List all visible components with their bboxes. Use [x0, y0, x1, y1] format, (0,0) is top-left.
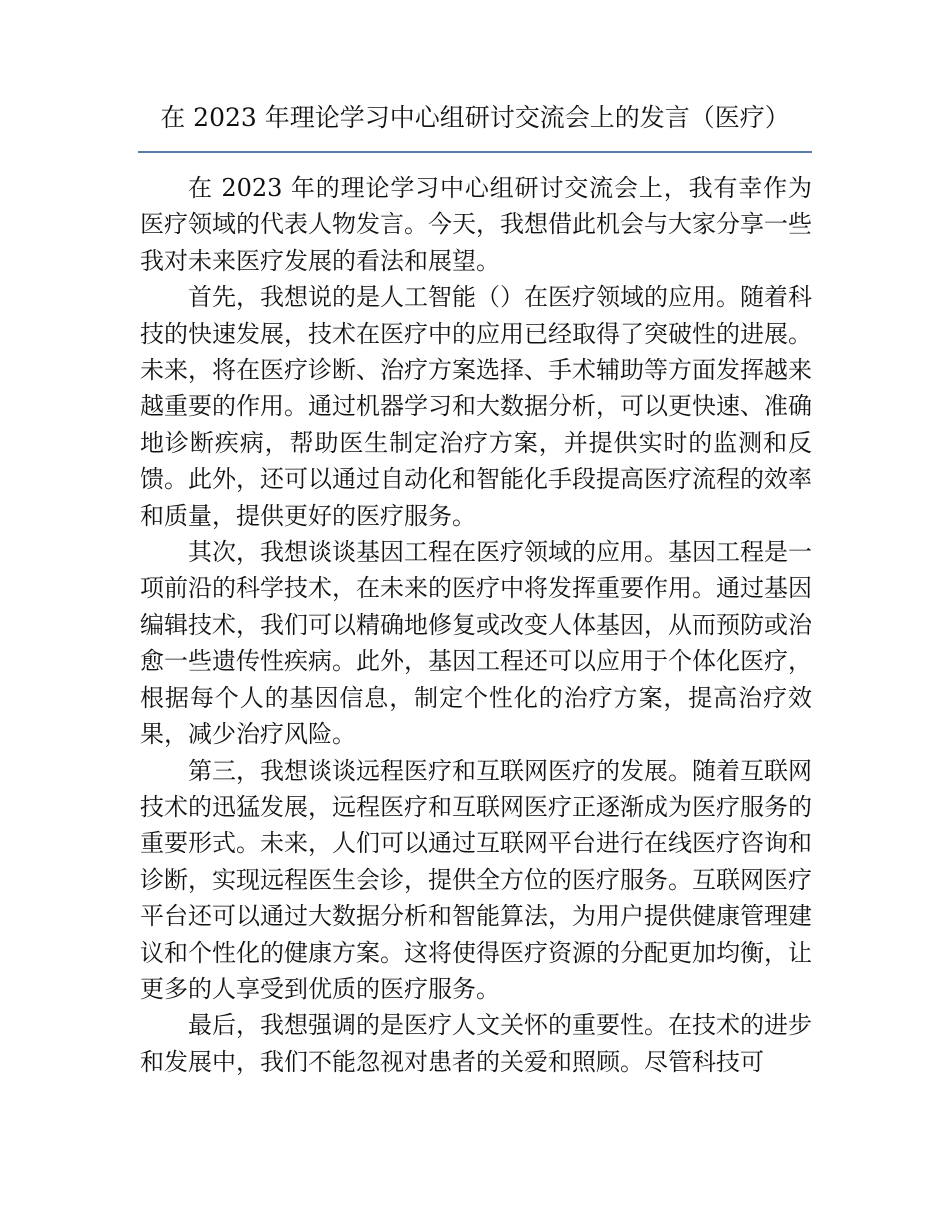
paragraph-intro: 在 2023 年的理论学习中心组研讨交流会上，我有幸作为医疗领域的代表人物发言。今天，我想借此机会与大家分享一些我对未来医疗发展的看法和展望。 — [140, 174, 812, 275]
paragraph-humanistic-care: 最后，我想强调的是医疗人文关怀的重要性。在技术的进步和发展中，我们不能忽视对患者的关爱和照顾。尽管科技可 — [140, 1011, 812, 1076]
document-body — [140, 170, 812, 1080]
title-underline — [138, 151, 812, 153]
document-title: 在 2023 年理论学习中心组研讨交流会上的发言（医疗） — [160, 103, 790, 132]
paragraph-ai: 首先，我想说的是人工智能（）在医疗领域的应用。随着科技的快速发展，技术在医疗中的应用已经取得了突破性的进展。未来，将在医疗诊断、治疗方案选择、手术辅助等方面发挥越来越重要的作用。通过机器学习和大数据分析，可以更快速、准确地诊断疾病，帮助医生制定治疗方案，并提供实时的监测和反馈。此外，还可以通过自动化和智能化手段提高医疗流程的效率和质量，提供更好的医疗服务。 — [140, 283, 812, 530]
paragraph-telemedicine: 第三，我想谈谈远程医疗和互联网医疗的发展。随着互联网技术的迅猛发展，远程医疗和互联网医疗正逐渐成为医疗服务的重要形式。未来，人们可以通过互联网平台进行在线医疗咨询和诊断，实现远程医生会诊，提供全方位的医疗服务。互联网医疗平台还可以通过大数据分析和智能算法，为用户提供健康管理建议和个性化的健康方案。这将使得医疗资源的分配更加均衡，让更多的人享受到优质的医疗服务。 — [140, 756, 812, 1003]
paragraph-gene-engineering: 其次，我想谈谈基因工程在医疗领域的应用。基因工程是一项前沿的科学技术，在未来的医疗中将发挥重要作用。通过基因编辑技术，我们可以精确地修复或改变人体基因，从而预防或治愈一些遗传性疾病。此外，基因工程还可以应用于个体化医疗，根据每个人的基因信息，制定个性化的治疗方案，提高治疗效果，减少治疗风险。 — [140, 538, 812, 749]
